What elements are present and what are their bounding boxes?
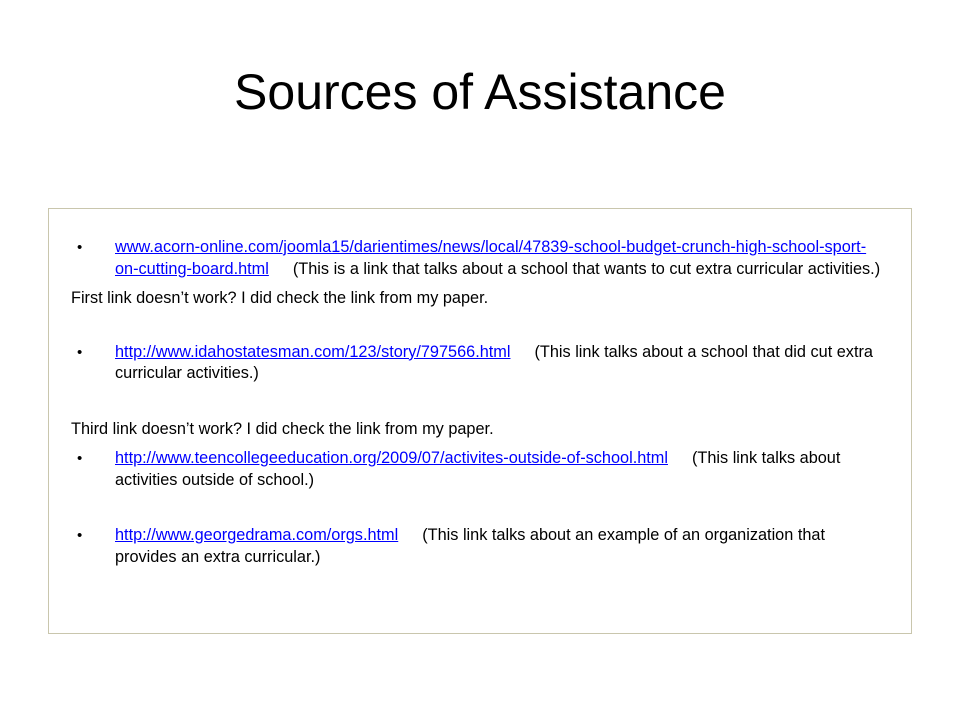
- spacer: [71, 385, 885, 419]
- spacer: [71, 491, 885, 525]
- note-text: Third link doesn’t work? I did check the link from my paper.: [71, 419, 494, 438]
- link-description: (This link talks about activities outside of school.): [115, 449, 841, 489]
- spacer: [71, 310, 885, 342]
- source-link-teencollegeeducation[interactable]: http://www.teencollegeeducation.org/2009/07/activites-outside-of-school.html: [115, 449, 668, 467]
- link-description: (This link talks about a school that did cut extra curricular activities.): [115, 342, 873, 382]
- bullet-dot-icon: •: [77, 450, 83, 467]
- link-description: (This is a link that talks about a school that wants to cut extra curricular activities.): [292, 259, 881, 278]
- source-link-georgedrama[interactable]: http://www.georgedrama.com/orgs.html: [115, 526, 399, 544]
- bullet-dot-icon: •: [77, 527, 83, 544]
- slide-title: Sources of Assistance: [234, 64, 726, 120]
- content-box: [48, 208, 912, 634]
- source-link-acorn[interactable]: www.acorn-online.com/joomla15/darientimes/news/local/47839-school-budget-crunch-high-school-sport-on-cutting-board.html: [115, 238, 867, 278]
- note-text: First link doesn’t work? I did check the link from my paper.: [71, 289, 489, 307]
- bullet-dot-icon: •: [77, 239, 83, 256]
- spacer: [71, 280, 885, 288]
- bullet-dot-icon: •: [77, 343, 83, 361]
- list-item: [71, 237, 885, 280]
- list-item: [71, 342, 885, 385]
- list-item: [71, 525, 885, 568]
- spacer: [71, 440, 885, 448]
- link-description: (This link talks about an example of an organization that provides an extra curricular.): [115, 526, 825, 566]
- list-item: [71, 448, 885, 491]
- source-link-idahostatesman[interactable]: http://www.idahostatesman.com/123/story/797566.html: [115, 342, 511, 361]
